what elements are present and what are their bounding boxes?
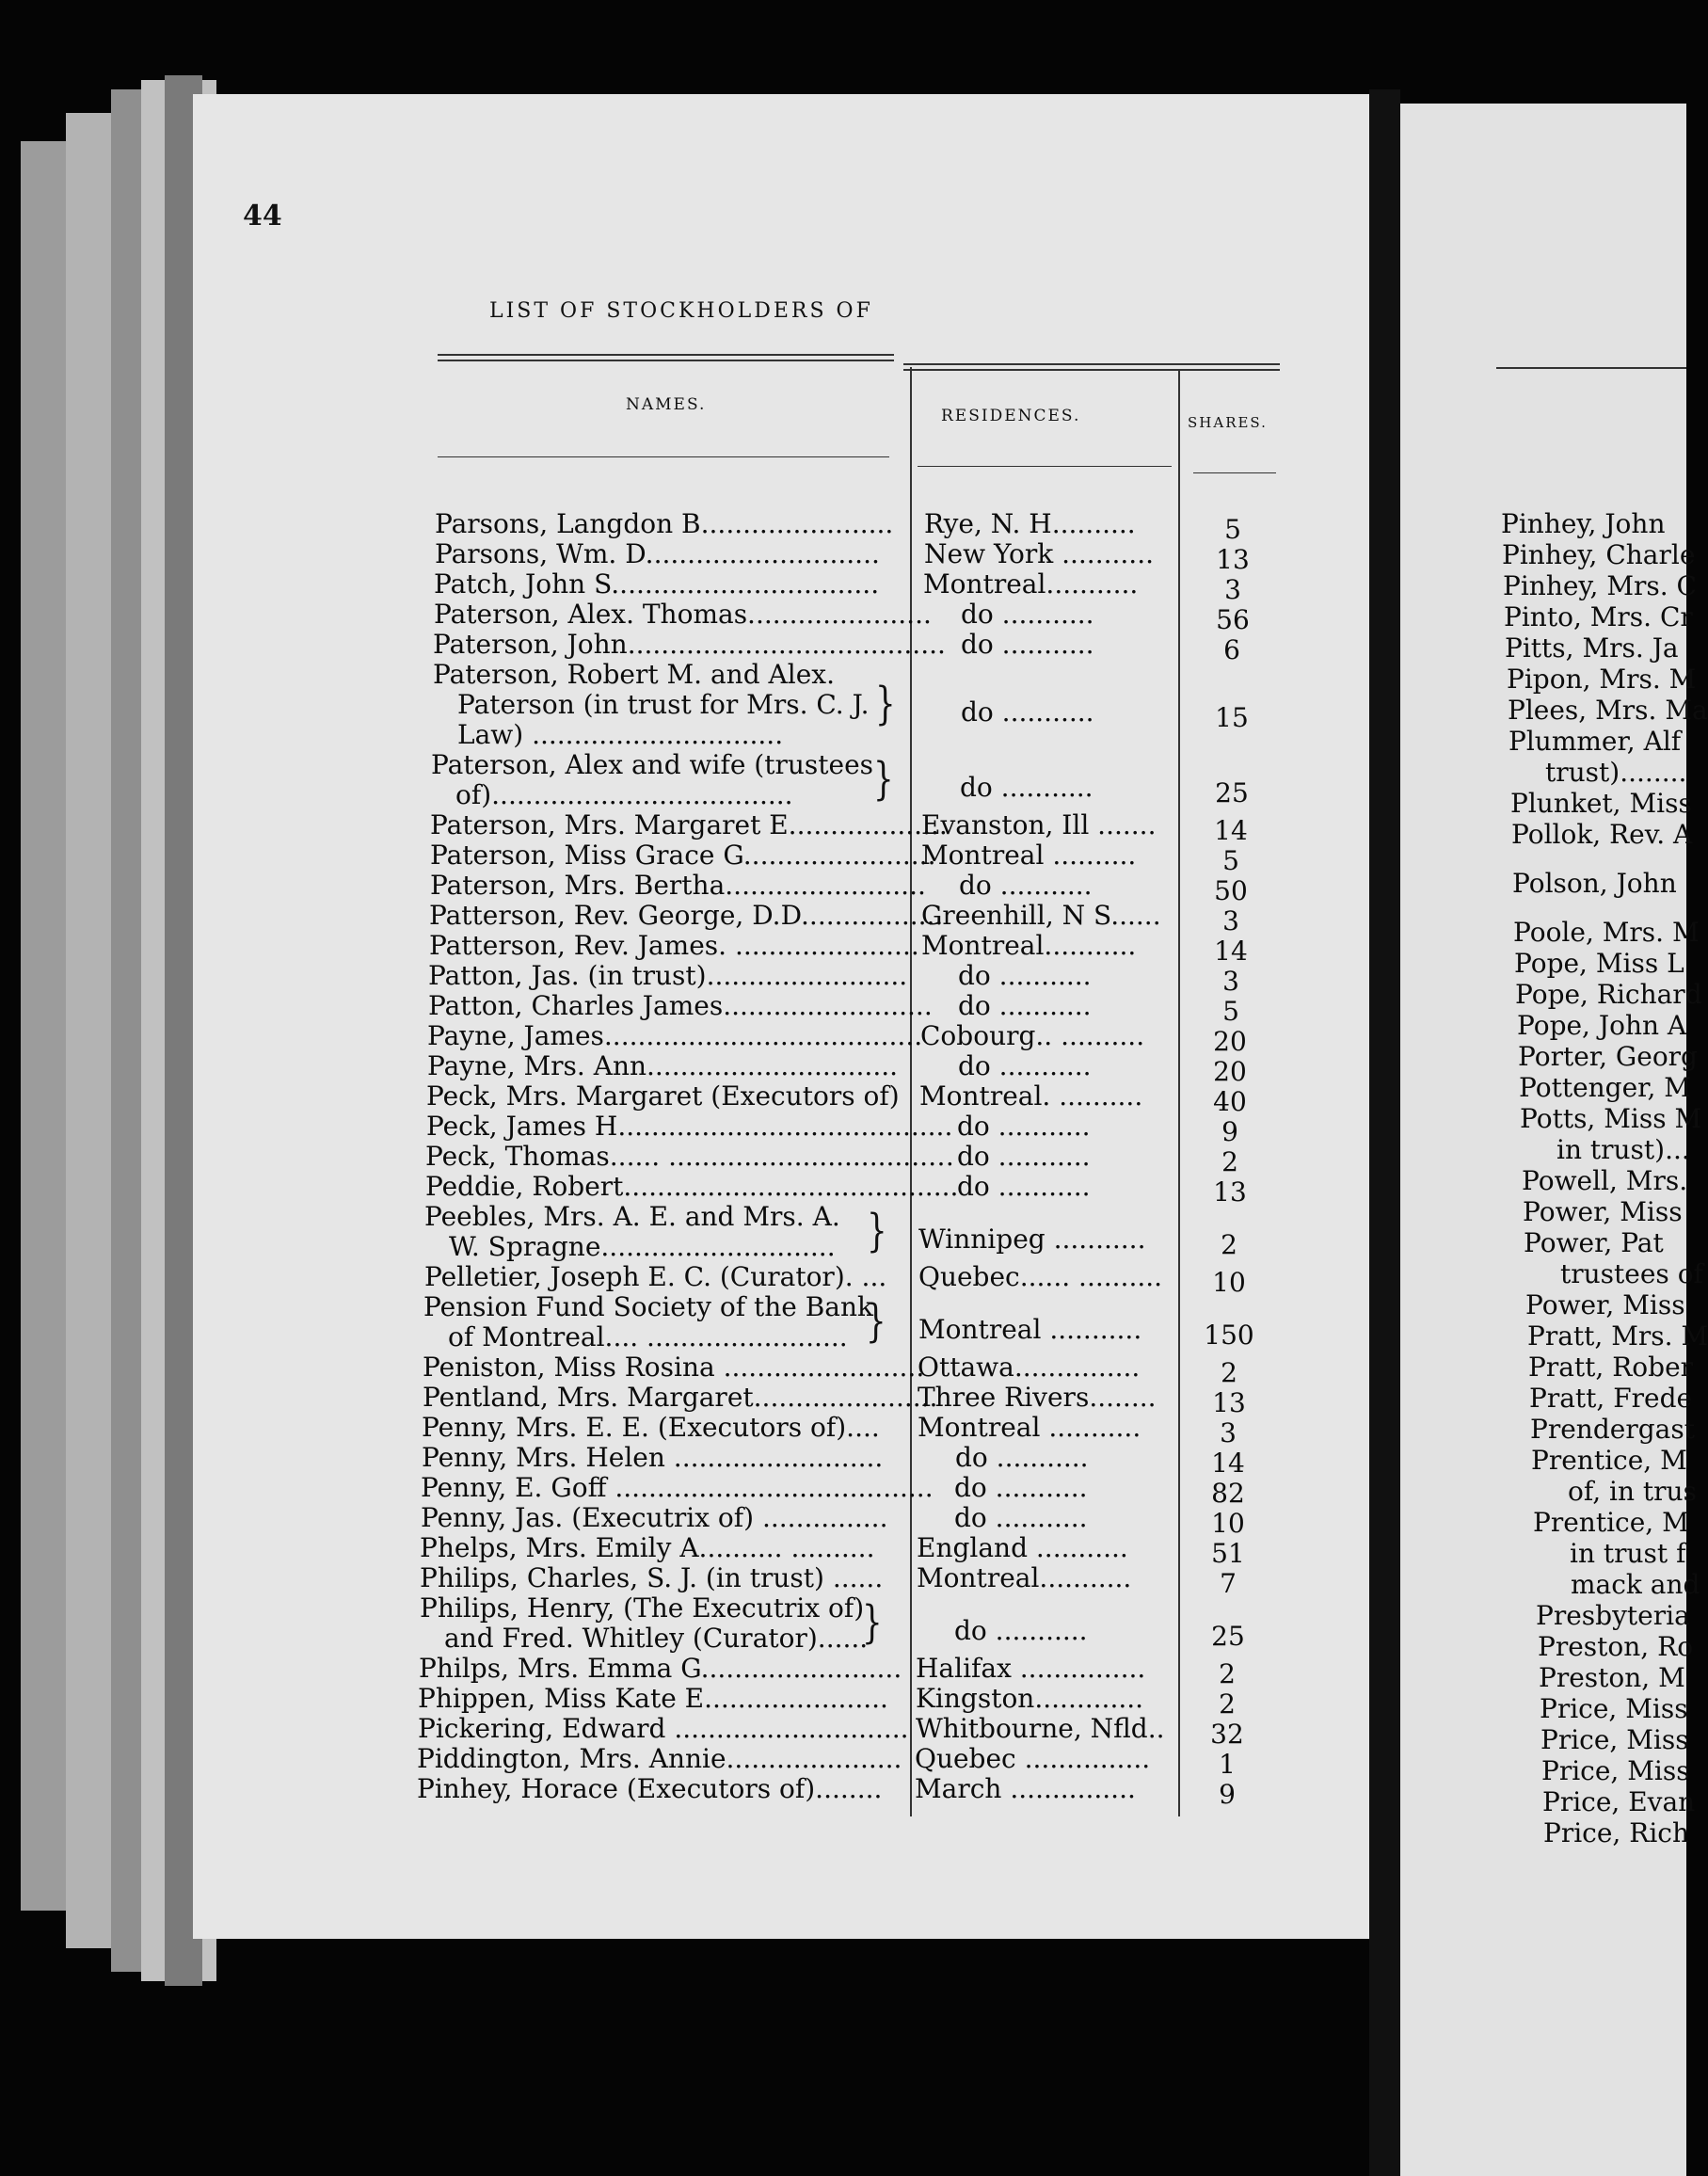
stockholder-name: Phippen, Miss Kate E...................... <box>418 1683 888 1714</box>
stockholder-name: Peck, Mrs. Margaret (Executors of) <box>426 1080 900 1112</box>
shares-count: 2 <box>1221 1357 1237 1388</box>
residence: Quebec ............... <box>915 1743 1151 1774</box>
right-page-entry: Price, Miss <box>1540 1693 1688 1724</box>
right-page-entry: Plummer, Alf <box>1508 726 1682 757</box>
residence: do ........... <box>961 599 1094 630</box>
right-page-entry: Pope, Richard <box>1515 979 1702 1010</box>
shares-count: 3 <box>1222 905 1239 936</box>
shares-count: 10 <box>1211 1508 1245 1539</box>
grouping-brace: } <box>875 678 896 730</box>
residence: do ........... <box>960 772 1093 803</box>
right-page-entry: Porter, Georg <box>1518 1041 1698 1072</box>
right-page-entry: Potts, Miss M <box>1520 1103 1702 1134</box>
residence: Winnipeg ........... <box>918 1224 1146 1255</box>
residence: do ........... <box>955 1442 1089 1473</box>
column-divider <box>1178 369 1180 1816</box>
grouping-brace: } <box>862 1596 883 1649</box>
shares-count: 10 <box>1212 1267 1246 1298</box>
residence: Montreal. .......... <box>919 1080 1143 1112</box>
residence: do ........... <box>961 696 1094 728</box>
right-page-entry: Powell, Mrs. <box>1522 1165 1688 1196</box>
right-page-entry: Pollok, Rev. A <box>1511 819 1693 850</box>
header-underline <box>438 456 889 457</box>
right-page-entry: Pinto, Mrs. Cr <box>1504 601 1693 632</box>
right-page-entry: Price, Miss <box>1541 1755 1690 1786</box>
shares-count: 32 <box>1210 1719 1244 1750</box>
right-page-entry: Power, Miss <box>1523 1196 1683 1227</box>
shares-count: 51 <box>1211 1538 1245 1569</box>
residence: Three Rivers........ <box>918 1382 1157 1413</box>
stockholder-name: Phelps, Mrs. Emily A.......... .......... <box>420 1532 875 1563</box>
right-page-entry: Prendergast <box>1530 1414 1695 1445</box>
residence: do ........... <box>958 1050 1092 1081</box>
grouping-brace: } <box>873 753 894 806</box>
right-page-entry: Price, Evan <box>1542 1786 1696 1817</box>
residence: do ........... <box>957 1111 1091 1142</box>
stockholder-name: Paterson (in trust for Mrs. C. J. <box>457 689 870 720</box>
stockholder-name: Philips, Charles, S. J. (in trust) ...... <box>420 1562 884 1593</box>
shares-count: 20 <box>1213 1026 1247 1057</box>
shares-count: 13 <box>1212 1387 1246 1418</box>
header-rule <box>1496 367 1686 369</box>
right-page-entry: Prentice, M <box>1533 1507 1689 1538</box>
residence: Halifax ............... <box>916 1653 1146 1684</box>
right-page-entry: Pinhey, John <box>1501 508 1666 539</box>
header-underline <box>1193 472 1276 473</box>
shares-count: 3 <box>1222 966 1239 997</box>
residence: Evanston, Ill ....... <box>921 809 1157 840</box>
stockholder-name: Pension Fund Society of the Bank <box>423 1291 873 1322</box>
stockholder-name: of).................................... <box>455 779 793 810</box>
shares-count: 82 <box>1211 1478 1245 1509</box>
residence: Kingston............. <box>916 1683 1144 1714</box>
right-page-entry: trust)........ <box>1545 757 1687 788</box>
shares-count: 2 <box>1221 1229 1237 1260</box>
right-page-entry: in trust)... <box>1556 1134 1690 1165</box>
residence: Montreal ........... <box>918 1412 1141 1443</box>
stockholder-name: Parsons, Langdon B....................... <box>435 508 894 539</box>
stockholder-name: Pelletier, Joseph E. C. (Curator). ... <box>424 1261 887 1292</box>
residence: do ........... <box>958 960 1092 991</box>
right-page-entry: Pitts, Mrs. Ja <box>1505 632 1679 664</box>
shares-count: 40 <box>1213 1086 1247 1117</box>
stockholder-name: W. Spragne............................ <box>449 1231 836 1262</box>
shares-count: 5 <box>1224 514 1241 545</box>
stockholder-name: Piddington, Mrs. Annie..................... <box>417 1743 902 1774</box>
shares-count: 14 <box>1214 936 1248 967</box>
right-page-entry: Pinhey, Mrs. C <box>1503 570 1697 601</box>
residence: Rye, N. H.......... <box>924 508 1136 539</box>
book-gutter <box>1369 89 1400 2176</box>
shares-count: 3 <box>1220 1417 1237 1448</box>
right-page-entry: Pope, Miss L <box>1514 948 1684 979</box>
right-page-entry: trustees of <box>1560 1258 1703 1289</box>
header-rule <box>903 363 1280 365</box>
right-page-entry: Plunket, Miss <box>1510 788 1692 819</box>
header-rule <box>903 369 1280 371</box>
residence: Whitbourne, Nfld.. <box>916 1713 1165 1744</box>
stockholder-name: Patterson, Rev. James. ...................... <box>429 930 919 961</box>
residence: Quebec...... .......... <box>918 1261 1163 1292</box>
residence: Greenhill, N S...... <box>921 900 1161 931</box>
stockholder-name: Peniston, Miss Rosina ........................ <box>423 1352 925 1383</box>
shares-count: 5 <box>1222 996 1239 1027</box>
shares-count: 13 <box>1216 544 1250 575</box>
right-page-entry: Pratt, Frede <box>1529 1383 1693 1414</box>
right-page-entry: mack and <box>1571 1569 1700 1600</box>
shares-count: 25 <box>1211 1621 1245 1652</box>
stockholder-name: Peddie, Robert........................................ <box>425 1171 959 1202</box>
right-page-entry: Pope, John A <box>1517 1010 1687 1041</box>
residences-column-header: RESIDENCES. <box>941 407 1081 425</box>
stockholder-name: and Fred. Whitley (Curator)...... <box>444 1623 869 1654</box>
shares-count: 9 <box>1219 1779 1236 1810</box>
stockholder-name: Penny, Jas. (Executrix of) ............... <box>421 1502 888 1533</box>
residence: do ........... <box>958 990 1092 1021</box>
stockholder-name: Patch, John S................................ <box>434 568 880 600</box>
shares-count: 150 <box>1204 1320 1254 1351</box>
right-page-entry: Power, Miss <box>1525 1289 1685 1320</box>
shares-count: 56 <box>1216 604 1250 635</box>
shares-count: 2 <box>1221 1146 1238 1177</box>
right-page-entry: Polson, John <box>1512 868 1677 899</box>
residence: Montreal........... <box>917 1562 1132 1593</box>
shares-count: 20 <box>1213 1056 1247 1087</box>
grouping-brace: } <box>866 1295 886 1348</box>
header-underline <box>918 466 1172 467</box>
stockholder-name: Pentland, Mrs. Margaret...................... <box>423 1382 938 1413</box>
right-page-entry: Prentice, M <box>1531 1445 1687 1476</box>
shares-count: 25 <box>1215 777 1249 808</box>
stockholder-name: Patton, Charles James......................... <box>428 990 933 1021</box>
residence: do ........... <box>961 629 1094 660</box>
residence: do ........... <box>954 1472 1088 1503</box>
stockholder-name: Peck, Thomas...... ...............................… <box>425 1141 954 1172</box>
names-column-header: NAMES. <box>626 395 707 414</box>
shares-count: 13 <box>1213 1176 1247 1208</box>
stockholder-name: Payne, Mrs. Ann.............................. <box>427 1050 899 1081</box>
right-page-entry: Preston, Ro <box>1538 1631 1694 1662</box>
stockholder-name: Philips, Henry, (The Executrix of) <box>420 1592 865 1624</box>
shares-count: 1 <box>1219 1749 1236 1780</box>
residence: Montreal .......... <box>921 840 1137 871</box>
running-head: LIST OF STOCKHOLDERS OF <box>489 299 873 323</box>
stockholder-name: Philps, Mrs. Emma G........................ <box>419 1653 902 1684</box>
residence: Ottawa............... <box>918 1352 1141 1383</box>
stockholder-name: Patton, Jas. (in trust)........................ <box>428 960 908 991</box>
shares-count: 9 <box>1221 1116 1238 1147</box>
stockholder-name: Paterson, Mrs. Bertha........................ <box>430 870 926 901</box>
header-rule <box>438 360 894 361</box>
stockholder-name: Paterson, Mrs. Margaret E................... <box>430 809 948 840</box>
stockholder-name: Pinhey, Horace (Executors of)........ <box>417 1773 883 1804</box>
residence: do ........... <box>954 1615 1088 1646</box>
shares-count: 7 <box>1220 1568 1237 1599</box>
shares-count: 6 <box>1223 634 1240 665</box>
residence: New York ........... <box>924 538 1155 569</box>
shares-count: 2 <box>1219 1688 1236 1720</box>
stockholder-name: Paterson, Alex. Thomas...................... <box>434 599 932 630</box>
residence: do ........... <box>954 1502 1088 1533</box>
stockholder-name: Penny, Mrs. Helen ......................... <box>422 1442 884 1473</box>
shares-count: 50 <box>1214 875 1248 906</box>
stockholder-name: Paterson, Robert M. and Alex. <box>433 659 835 690</box>
residence: Montreal........... <box>921 930 1137 961</box>
right-page-entry: Power, Pat <box>1524 1227 1664 1258</box>
stockholder-name: Paterson, Alex and wife (trustees <box>431 749 874 780</box>
stockholder-name: Penny, E. Goff ...................................... <box>421 1472 934 1503</box>
right-page-entry: in trust f <box>1570 1538 1686 1569</box>
shares-column-header: SHARES. <box>1188 414 1268 431</box>
shares-count: 15 <box>1215 702 1249 733</box>
right-page-entry: of, in trus <box>1568 1476 1697 1507</box>
right-page-entry: Pipon, Mrs. M <box>1507 664 1697 695</box>
grouping-brace: } <box>867 1205 887 1257</box>
residence: Cobourg.. .......... <box>920 1020 1145 1051</box>
residence: March ............... <box>915 1773 1136 1804</box>
stockholder-name: Penny, Mrs. E. E. (Executors of).... <box>422 1412 880 1443</box>
residence: Montreal........... <box>923 568 1139 600</box>
stockholder-name: Pickering, Edward ............................ <box>418 1713 909 1744</box>
right-page-entry: Plees, Mrs. Ma <box>1508 695 1708 726</box>
stockholder-name: Peck, James H........................................ <box>426 1111 953 1142</box>
right-page-entry: Pinhey, Charle <box>1502 539 1696 570</box>
stockholder-name: Peebles, Mrs. A. E. and Mrs. A. <box>424 1201 840 1232</box>
stockholder-name: of Montreal.... ........................ <box>448 1321 848 1352</box>
right-page-entry: Poole, Mrs. M <box>1513 917 1700 948</box>
stockholder-name: Paterson, Miss Grace G....................... <box>430 840 936 871</box>
shares-count: 3 <box>1224 574 1241 605</box>
page-number: 44 <box>243 200 282 232</box>
stockholder-name: Paterson, John...................................... <box>433 629 946 660</box>
column-divider <box>910 367 912 1816</box>
right-page-entry: Preston, M <box>1539 1662 1685 1693</box>
stockholder-name: Parsons, Wm. D............................ <box>435 538 880 569</box>
right-page-entry: Pratt, Mrs. M <box>1527 1320 1708 1352</box>
residence: Montreal ........... <box>918 1314 1142 1345</box>
shares-count: 5 <box>1222 845 1239 876</box>
residence: England ........... <box>917 1532 1128 1563</box>
header-rule <box>438 354 894 356</box>
right-page-entry: Price, Rich <box>1543 1817 1689 1848</box>
right-page-entry: Presbyteria <box>1536 1600 1690 1631</box>
shares-count: 14 <box>1211 1448 1245 1479</box>
residence: do ........... <box>959 870 1093 901</box>
residence: do ........... <box>957 1141 1091 1172</box>
stockholder-name: Law) .............................. <box>457 719 784 750</box>
stockholder-name: Payne, James...................................... <box>427 1020 923 1051</box>
right-page-entry: Pottenger, M <box>1519 1072 1691 1103</box>
residence: do ........... <box>957 1171 1091 1202</box>
stockholder-name: Patterson, Rev. George, D.D................. <box>429 900 944 931</box>
shares-count: 2 <box>1219 1658 1236 1689</box>
shares-count: 14 <box>1214 815 1248 846</box>
right-page-entry: Price, Miss <box>1540 1724 1689 1755</box>
right-page-entry: Pratt, Rober <box>1528 1352 1694 1383</box>
